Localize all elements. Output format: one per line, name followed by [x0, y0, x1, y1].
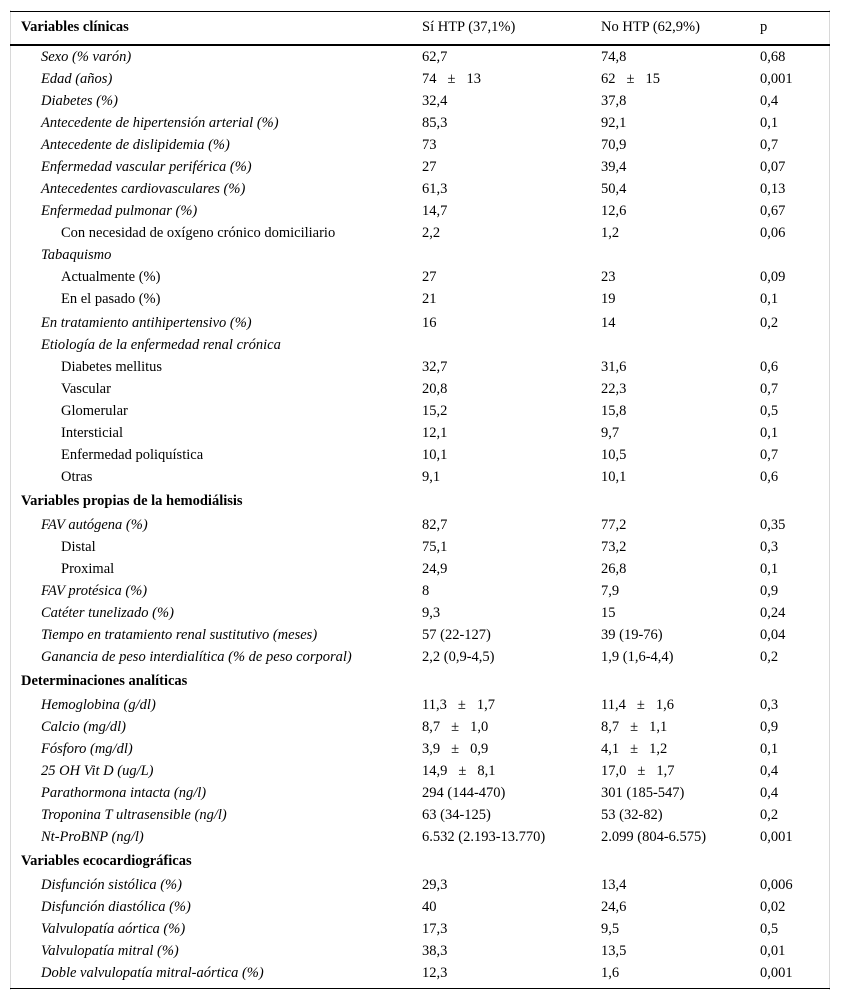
value-p: 0,7	[760, 447, 779, 463]
row-label: Catéter tunelizado (%)	[41, 605, 174, 621]
value-si-htp: 8	[422, 583, 430, 599]
value-si-htp: 15,2	[422, 403, 448, 419]
section-heading: Variables ecocardiográficas	[21, 853, 192, 869]
row-label: Vascular	[61, 381, 111, 397]
section-heading: Variables propias de la hemodiálisis	[21, 493, 243, 509]
row-label: Distal	[61, 539, 96, 555]
row-label: Enfermedad poliquística	[61, 447, 204, 463]
value-si-htp: 32,7	[422, 359, 448, 375]
value-p: 0,7	[760, 381, 779, 397]
value-si-htp: 75,1	[422, 539, 448, 555]
value-no-htp: 15,8	[601, 403, 627, 419]
value-si-htp: 32,4	[422, 93, 448, 109]
row-label: Enfermedad pulmonar (%)	[41, 203, 198, 219]
value-p: 0,04	[760, 627, 786, 643]
row-label: En el pasado (%)	[61, 291, 161, 307]
value-no-htp	[601, 696, 674, 714]
value-si-htp: 294 (144-470)	[422, 785, 506, 801]
value-no-htp: 19	[601, 291, 616, 307]
value-si-htp: 10,1	[422, 447, 448, 463]
row-label: Otras	[61, 469, 93, 485]
row-label: Antecedente de hipertensión arterial (%)	[41, 115, 279, 131]
value-p: 0,2	[760, 315, 779, 331]
value-no-htp: 37,8	[601, 93, 627, 109]
value-si-htp	[422, 696, 495, 714]
header-variables-clinicas: Variables clínicas	[21, 19, 129, 35]
value-si-htp	[422, 762, 496, 780]
row-label: Nt-ProBNP (ng/l)	[41, 829, 144, 845]
row-label: Diabetes (%)	[41, 93, 118, 109]
value-si-htp: 12,1	[422, 425, 448, 441]
mean-value: 74	[422, 71, 437, 87]
value-p: 0,4	[760, 763, 779, 779]
header-no-htp: No HTP (62,9%)	[601, 19, 700, 35]
value-si-htp	[422, 70, 481, 88]
value-no-htp: 7,9	[601, 583, 620, 599]
plus-minus-sign: ±	[451, 719, 460, 735]
value-no-htp: 301 (185-547)	[601, 785, 685, 801]
value-p: 0,68	[760, 49, 786, 65]
value-si-htp: 6.532 (2.193-13.770)	[422, 829, 546, 845]
value-si-htp: 9,3	[422, 605, 441, 621]
value-si-htp: 62,7	[422, 49, 448, 65]
value-si-htp: 85,3	[422, 115, 448, 131]
value-si-htp: 21	[422, 291, 437, 307]
value-no-htp: 53 (32-82)	[601, 807, 663, 823]
row-label: Parathormona intacta (ng/l)	[41, 785, 207, 801]
value-p: 0,35	[760, 517, 786, 533]
value-si-htp: 57 (22-127)	[422, 627, 491, 643]
table-top-rule	[10, 11, 830, 12]
value-si-htp: 16	[422, 315, 437, 331]
plus-minus-sign: ±	[626, 71, 635, 87]
value-no-htp	[601, 718, 667, 736]
value-si-htp: 63 (34-125)	[422, 807, 491, 823]
value-no-htp	[601, 70, 660, 88]
value-no-htp: 10,5	[601, 447, 627, 463]
row-label: Valvulopatía aórtica (%)	[41, 921, 186, 937]
mean-value: 4,1	[601, 741, 620, 757]
value-p: 0,6	[760, 469, 779, 485]
sd-value: 1,6	[655, 697, 674, 713]
value-no-htp: 1,6	[601, 965, 620, 981]
value-no-htp: 1,2	[601, 225, 620, 241]
sd-value: 0,9	[470, 741, 489, 757]
value-p: 0,4	[760, 785, 779, 801]
value-no-htp: 39,4	[601, 159, 627, 175]
value-p: 0,2	[760, 649, 779, 665]
value-p: 0,001	[760, 71, 793, 87]
value-p: 0,7	[760, 137, 779, 153]
value-si-htp	[422, 740, 488, 758]
value-p: 0,9	[760, 583, 779, 599]
row-label: Antecedentes cardiovasculares (%)	[41, 181, 246, 197]
value-no-htp: 70,9	[601, 137, 627, 153]
row-label: FAV protésica (%)	[41, 583, 148, 599]
row-label: 25 OH Vit D (ug/L)	[41, 763, 154, 779]
row-label: Diabetes mellitus	[61, 359, 163, 375]
value-p: 0,6	[760, 359, 779, 375]
value-si-htp: 24,9	[422, 561, 448, 577]
row-label: Glomerular	[61, 403, 128, 419]
value-no-htp: 10,1	[601, 469, 627, 485]
value-p: 0,2	[760, 807, 779, 823]
value-si-htp: 82,7	[422, 517, 448, 533]
sd-value: 1,1	[649, 719, 668, 735]
value-no-htp: 31,6	[601, 359, 627, 375]
row-label: Hemoglobina (g/dl)	[41, 697, 156, 713]
mean-value: 17,0	[601, 763, 627, 779]
value-p: 0,1	[760, 291, 779, 307]
value-p: 0,67	[760, 203, 786, 219]
value-si-htp	[422, 718, 488, 736]
value-no-htp: 22,3	[601, 381, 627, 397]
value-p: 0,06	[760, 225, 786, 241]
row-label: Calcio (mg/dl)	[41, 719, 126, 735]
value-no-htp: 2.099 (804-6.575)	[601, 829, 707, 845]
value-p: 0,02	[760, 899, 786, 915]
value-no-htp: 23	[601, 269, 616, 285]
table-header-rule	[10, 44, 830, 46]
value-si-htp: 40	[422, 899, 437, 915]
value-no-htp: 24,6	[601, 899, 627, 915]
value-no-htp: 73,2	[601, 539, 627, 555]
value-no-htp: 77,2	[601, 517, 627, 533]
value-p: 0,5	[760, 403, 779, 419]
value-no-htp: 50,4	[601, 181, 627, 197]
value-si-htp: 2,2 (0,9-4,5)	[422, 649, 495, 665]
sd-value: 1,7	[656, 763, 675, 779]
value-no-htp: 15	[601, 605, 616, 621]
row-label: Proximal	[61, 561, 115, 577]
mean-value: 8,7	[422, 719, 441, 735]
row-label: Etiología de la enfermedad renal crónica	[41, 337, 281, 353]
value-si-htp: 17,3	[422, 921, 448, 937]
value-si-htp: 2,2	[422, 225, 441, 241]
row-label: Sexo (% varón)	[41, 49, 132, 65]
value-p: 0,1	[760, 741, 779, 757]
value-no-htp: 14	[601, 315, 616, 331]
sd-value: 1,0	[470, 719, 489, 735]
value-no-htp	[601, 762, 675, 780]
value-no-htp: 26,8	[601, 561, 627, 577]
plus-minus-sign: ±	[458, 763, 467, 779]
mean-value: 3,9	[422, 741, 441, 757]
plus-minus-sign: ±	[451, 741, 460, 757]
mean-value: 14,9	[422, 763, 448, 779]
plus-minus-sign: ±	[630, 741, 639, 757]
value-no-htp: 92,1	[601, 115, 627, 131]
row-label: Antecedente de dislipidemia (%)	[41, 137, 230, 153]
sd-value: 8,1	[477, 763, 496, 779]
mean-value: 11,4	[601, 697, 626, 713]
header-p: p	[760, 19, 768, 35]
row-label: Disfunción diastólica (%)	[41, 899, 191, 915]
value-no-htp	[601, 740, 667, 758]
mean-value: 11,3	[422, 697, 447, 713]
plus-minus-sign: ±	[630, 719, 639, 735]
value-si-htp: 9,1	[422, 469, 441, 485]
value-si-htp: 12,3	[422, 965, 448, 981]
row-label: Edad (años)	[41, 71, 113, 87]
value-p: 0,006	[760, 877, 793, 893]
row-label: Tiempo en tratamiento renal sustitutivo (meses)	[41, 627, 318, 643]
plus-minus-sign: ±	[447, 71, 456, 87]
value-si-htp: 27	[422, 159, 437, 175]
row-label: Ganancia de peso interdialítica (% de peso corporal)	[41, 649, 352, 665]
value-si-htp: 14,7	[422, 203, 448, 219]
value-p: 0,4	[760, 93, 779, 109]
row-label: Intersticial	[61, 425, 124, 441]
value-p: 0,3	[760, 697, 779, 713]
section-heading: Determinaciones analíticas	[21, 673, 188, 689]
value-no-htp: 39 (19-76)	[601, 627, 663, 643]
table-bottom-rule	[10, 988, 830, 989]
value-p: 0,001	[760, 965, 793, 981]
row-label: Con necesidad de oxígeno crónico domiciliario	[61, 225, 336, 241]
value-p: 0,1	[760, 115, 779, 131]
value-si-htp: 73	[422, 137, 437, 153]
value-p: 0,01	[760, 943, 786, 959]
header-si-htp: Sí HTP (37,1%)	[422, 19, 516, 35]
value-si-htp: 61,3	[422, 181, 448, 197]
value-no-htp: 9,5	[601, 921, 620, 937]
row-label: En tratamiento antihipertensivo (%)	[41, 315, 252, 331]
value-p: 0,001	[760, 829, 793, 845]
value-no-htp: 74,8	[601, 49, 627, 65]
row-label: Disfunción sistólica (%)	[41, 877, 182, 893]
value-p: 0,1	[760, 561, 779, 577]
row-label: Doble valvulopatía mitral-aórtica (%)	[41, 965, 264, 981]
value-no-htp: 13,5	[601, 943, 627, 959]
value-no-htp: 9,7	[601, 425, 620, 441]
value-p: 0,07	[760, 159, 786, 175]
row-label: FAV autógena (%)	[41, 517, 148, 533]
value-p: 0,1	[760, 425, 779, 441]
value-p: 0,09	[760, 269, 786, 285]
mean-value: 8,7	[601, 719, 620, 735]
row-label: Actualmente (%)	[61, 269, 161, 285]
value-si-htp: 27	[422, 269, 437, 285]
value-p: 0,24	[760, 605, 786, 621]
value-p: 0,9	[760, 719, 779, 735]
sd-value: 15	[645, 71, 660, 87]
row-label: Valvulopatía mitral (%)	[41, 943, 179, 959]
plus-minus-sign: ±	[457, 697, 466, 713]
value-si-htp: 29,3	[422, 877, 448, 893]
value-p: 0,13	[760, 181, 786, 197]
plus-minus-sign: ±	[637, 763, 646, 779]
value-p: 0,3	[760, 539, 779, 555]
row-label: Troponina T ultrasensible (ng/l)	[41, 807, 227, 823]
value-no-htp: 12,6	[601, 203, 627, 219]
value-si-htp: 20,8	[422, 381, 448, 397]
sd-value: 13	[466, 71, 481, 87]
sd-value: 1,7	[476, 697, 495, 713]
value-p: 0,5	[760, 921, 779, 937]
row-label: Fósforo (mg/dl)	[41, 741, 133, 757]
row-label: Enfermedad vascular periférica (%)	[41, 159, 252, 175]
value-si-htp: 38,3	[422, 943, 448, 959]
value-no-htp: 1,9 (1,6-4,4)	[601, 649, 674, 665]
sd-value: 1,2	[649, 741, 668, 757]
mean-value: 62	[601, 71, 616, 87]
row-label: Tabaquismo	[41, 247, 112, 263]
value-no-htp: 13,4	[601, 877, 627, 893]
plus-minus-sign: ±	[636, 697, 645, 713]
